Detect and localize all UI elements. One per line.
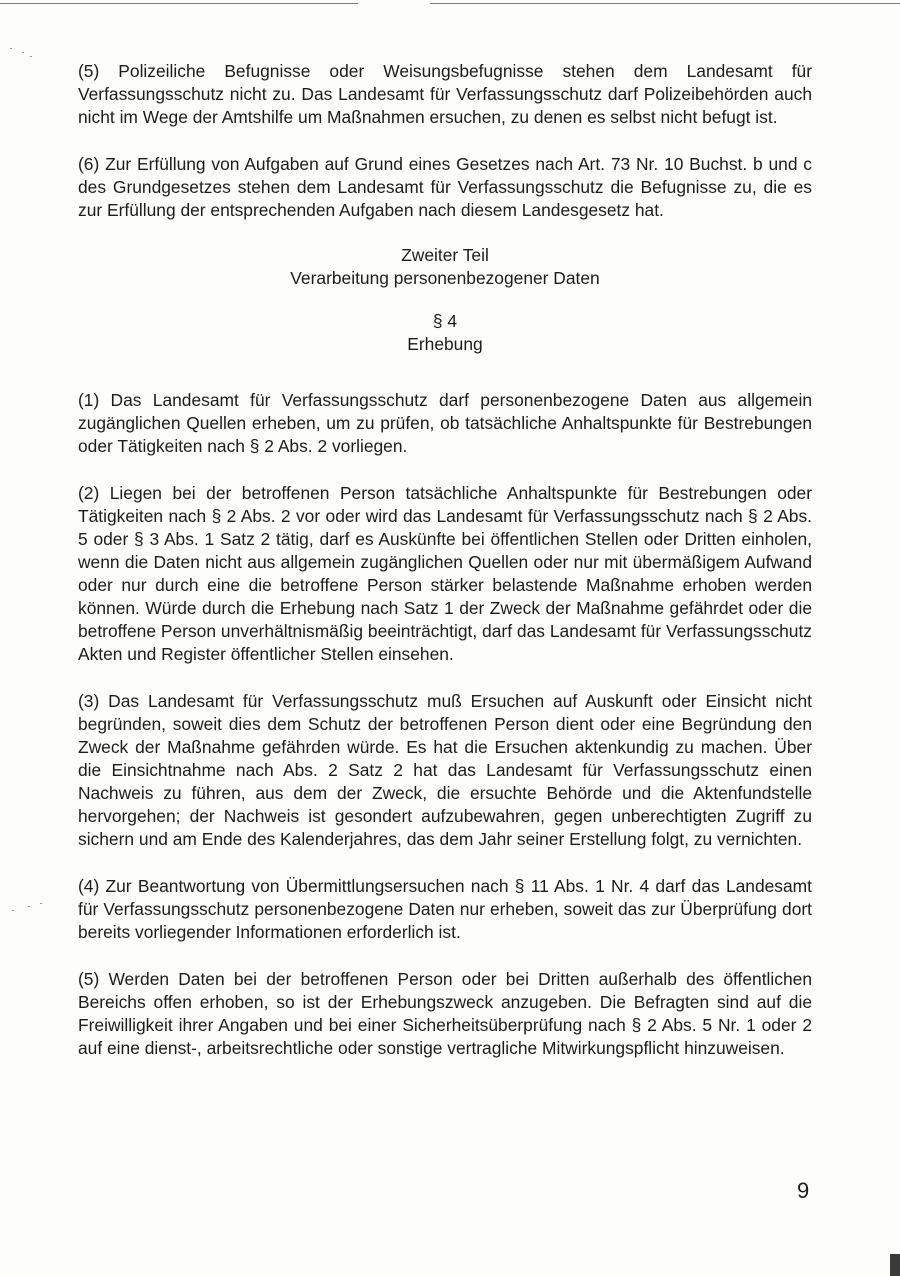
scan-speck: [40, 903, 42, 904]
scan-speck: [30, 56, 32, 57]
part-heading: Zweiter Teil: [401, 245, 489, 265]
scan-edge-line-left: [0, 3, 358, 4]
paragraph-4-4: (4) Zur Beantwortung von Übermittlungsersuchen nach § 11 Abs. 1 Nr. 4 darf das Landesamt für Verfassungsschutz personenbezogene Daten nur erheben, soweit das zur Überprüfung dort bereits vorliegender Informationen erforderlich ist.: [78, 876, 812, 942]
section-title: Erhebung: [407, 334, 483, 354]
scan-speck: [10, 48, 12, 49]
part-title: Verarbeitung personenbezogener Daten: [290, 268, 600, 288]
section-number: § 4: [432, 311, 458, 331]
page-body: [78, 60, 812, 1060]
paragraph-3-6: (6) Zur Erfüllung von Aufgaben auf Grund eines Gesetzes nach Art. 73 Nr. 10 Buchst. b und c des Grundgesetzes stehen dem Landesamt für Verfassungsschutz die Befugnisse zu, die es zur Erfüllung der entsprechenden Aufgaben nach diesem Landesgesetz hat.: [78, 154, 812, 220]
paragraph-4-5: (5) Werden Daten bei der betroffenen Person oder bei Dritten außerhalb des öffentlichen Bereichs offen erhoben, so ist der Erhebungszweck anzugeben. Die Befragten sind auf die Freiwilligkeit ihrer Angaben und bei einer Sicherheitsüberprüfung nach § 2 Abs. 5 Nr. 1 oder 2 auf eine dienst-, arbeitsrechtliche oder sonstige vertragliche Mitwirkungspflicht hinzuweisen.: [78, 969, 812, 1058]
scan-edge-line-right: [430, 3, 900, 4]
scan-speck: [12, 910, 14, 911]
paragraph-4-3: (3) Das Landesamt für Verfassungsschutz muß Ersuchen auf Auskunft oder Einsicht nicht begründen, soweit dies dem Schutz der betroffenen Person dient oder eine Begründung den Zweck der Maßnahme gefährden würde. Es hat die Ersuchen aktenkundig zu machen. Über die Einsichtnahme nach Abs. 2 Satz 2 hat das Landesamt für Verfassungsschutz einen Nachweis zu führen, aus dem der Zweck, die ersuchte Behörde und die Aktenfundstelle hervorgehen; der Nachweis ist gesondert aufzubewahren, gegen unberechtigten Zugriff zu sichern und am Ende des Kalenderjahres, das dem Jahr seiner Erstellung folgt, zu vernichten.: [78, 691, 812, 849]
scan-edge-mark: [890, 1254, 900, 1276]
scan-speck: [28, 906, 30, 907]
paragraph-4-1: (1) Das Landesamt für Verfassungsschutz darf personenbezogene Daten aus allgemein zugänglichen Quellen erheben, um zu prüfen, ob tatsächliche Anhaltspunkte für Bestrebungen oder Tätigkeiten nach § 2 Abs. 2 vorliegen.: [78, 390, 812, 456]
scan-speck: [22, 52, 24, 53]
page-number: 9: [797, 1178, 810, 1203]
paragraph-4-2: (2) Liegen bei der betroffenen Person tatsächliche Anhaltspunkte für Bestrebungen oder Tätigkeiten nach § 2 Abs. 2 vor oder wird das Landesamt für Verfassungsschutz nach § 2 Abs. 5 oder § 3 Abs. 1 Satz 2 tätig, darf es Auskünfte bei öffentlichen Stellen oder Dritten einholen, wenn die Daten nicht aus allgemein zugänglichen Quellen oder nur mit übermäßigem Aufwand oder nur durch eine die betroffene Person stärker belastende Maßnahme erhoben werden können. Würde durch die Erhebung nach Satz 1 der Zweck der Maßnahme gefährdet oder die betroffene Person unverhältnismäßig beeinträchtigt, darf das Landesamt für Verfassungsschutz Akten und Register öffentlicher Stellen einsehen.: [78, 483, 812, 664]
paragraph-3-5: (5) Polizeiliche Befugnisse oder Weisungsbefugnisse stehen dem Landesamt für Verfassungsschutz nicht zu. Das Landesamt für Verfassungsschutz darf Polizeibehörden auch nicht im Wege der Amtshilfe um Maßnahmen ersuchen, zu denen es selbst nicht befugt ist.: [78, 61, 812, 127]
